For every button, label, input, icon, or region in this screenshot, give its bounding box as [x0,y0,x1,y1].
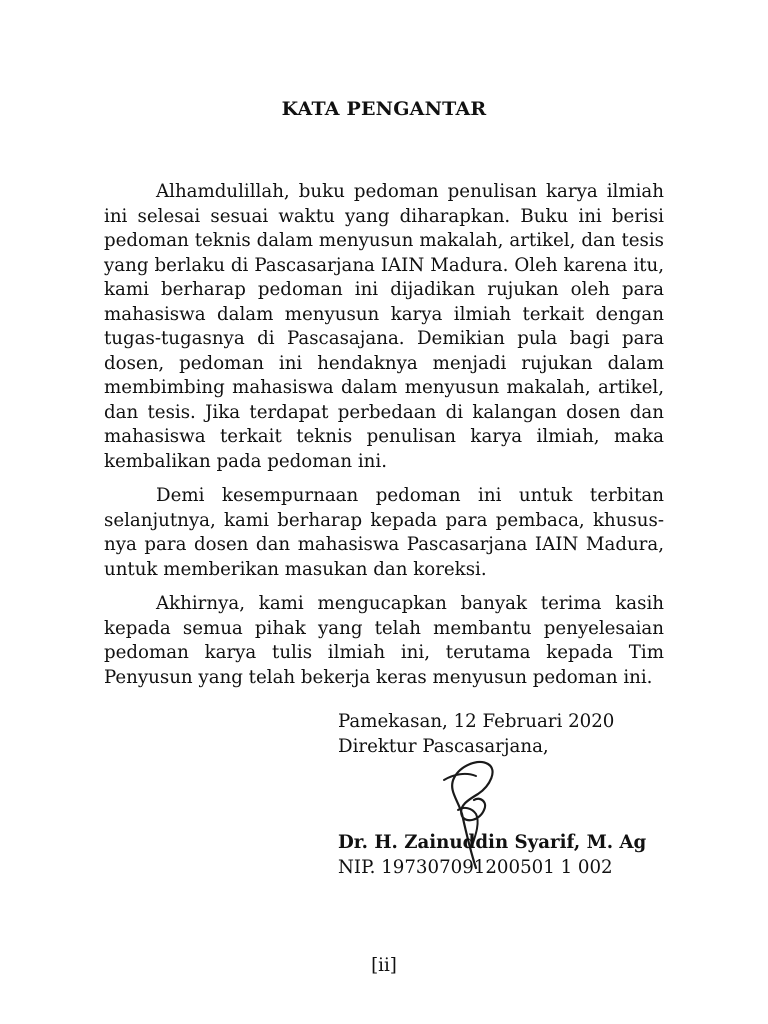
signer-block [338,830,668,880]
paragraph-thanks: Akhirnya, kami mengucapkan banyak terima kasih kepada semua pihak yang telah membantu penyelesaian pedoman karya tulis ilmiah ini, terutama kepada Tim Penyusun yang telah bekerja keras menyusun pedoman ini. [104,593,664,688]
paragraph-feedback: Demi kesempurnaan pedoman ini untuk terbitan selanjutnya, kami berharap kepada para pembaca, khususnya para dosen dan mahasiswa Pascasarjana IAIN Madura, untuk memberikan masukan dan koreksi. [104,485,664,580]
body-text [104,180,664,690]
signer-nip: NIP. 197307091200501 1 002 [338,857,613,878]
paragraph-intro: Alhamdulillah, buku pedoman penulisan karya ilmiah ini selesai sesuai waktu yang diharapkan. Buku ini berisi pedoman teknis dalam menyusun makalah, artikel, dan tesis yang berlaku di Pascasarjana IAIN Madura. Oleh karena itu, kami berharap pedoman ini dijadikan rujukan oleh para mahasiswa dalam menyusun karya ilmiah terkait dengan tugas-tugasnya di Pascasajana. Demikian pula bagi para dosen, pedoman ini hendaknya menjadi rujukan dalam membimbing mahasiswa dalam menyusun makalah, artikel, dan tesis. Jika terdapat perbedaan di kalangan dosen dan mahasiswa terkait teknis penulisan karya ilmiah, maka kembalikan pada pedoman ini. [104,181,664,472]
page-number: [ii] [371,955,397,976]
place-date: Pamekasan, 12 Februari 2020 [338,711,615,732]
page-title: KATA PENGANTAR [281,98,487,120]
signer-position: Direktur Pascasarjana, [338,735,549,757]
signer-name: Dr. H. Zainuddin Syarif, M. Ag [338,832,647,853]
